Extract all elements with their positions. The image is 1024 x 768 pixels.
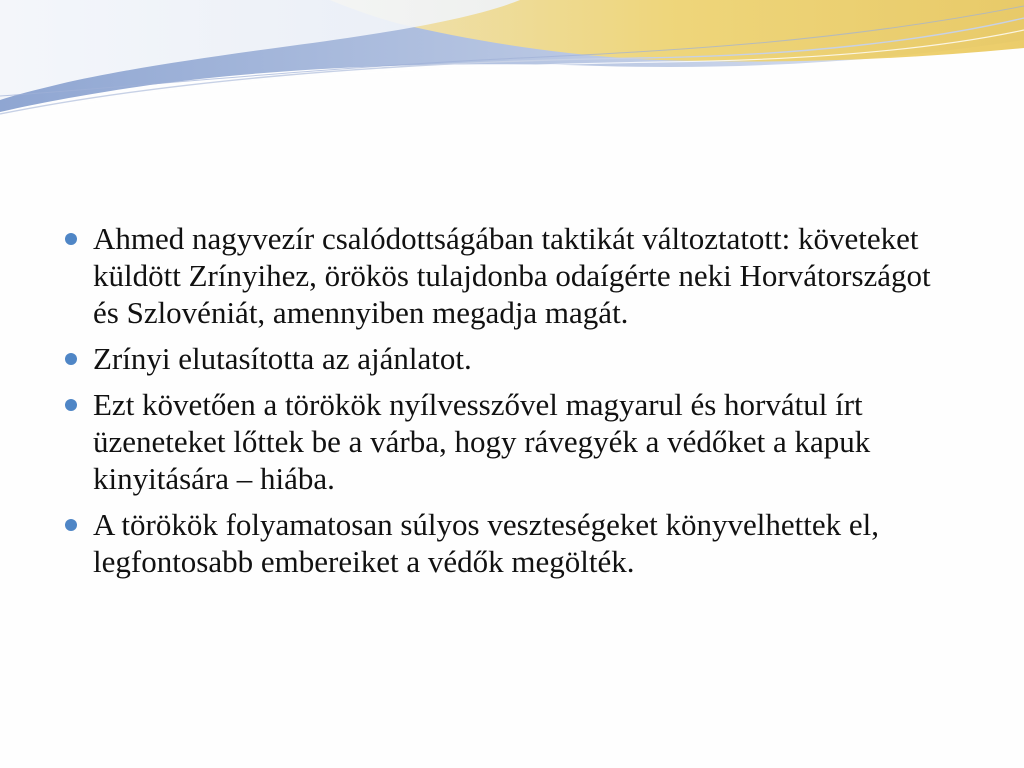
bullet-item: [62, 220, 942, 331]
bullet-item: [62, 386, 942, 497]
bullet-dot-icon: [65, 519, 77, 531]
bullet-text: A törökök folyamatosan súlyos veszteségeket könyvelhettek el, legfontosabb embereiket a védők megölték.: [93, 507, 880, 579]
bullet-text: Zrínyi elutasította az ajánlatot.: [93, 341, 472, 376]
bullet-item: [62, 506, 942, 580]
decorative-wave-header: [0, 0, 1024, 140]
bullet-text: Ahmed nagyvezír csalódottságában taktikát változtatott: követeket küldött Zrínyihez, örökös tulajdonba odaígérte neki Horvátországot és Szlovéniát, amennyiben megadja magát.: [93, 221, 931, 330]
slide-content: [62, 220, 942, 589]
bullet-dot-icon: [65, 233, 77, 245]
bullet-item: [62, 340, 942, 377]
bullet-dot-icon: [65, 353, 77, 365]
bullet-list: [62, 220, 942, 580]
bullet-dot-icon: [65, 399, 77, 411]
bullet-text: Ezt követően a törökök nyílvesszővel magyarul és horvátul írt üzeneteket lőttek be a várba, hogy rávegyék a védőket a kapuk kinyitására – hiába.: [93, 387, 871, 496]
